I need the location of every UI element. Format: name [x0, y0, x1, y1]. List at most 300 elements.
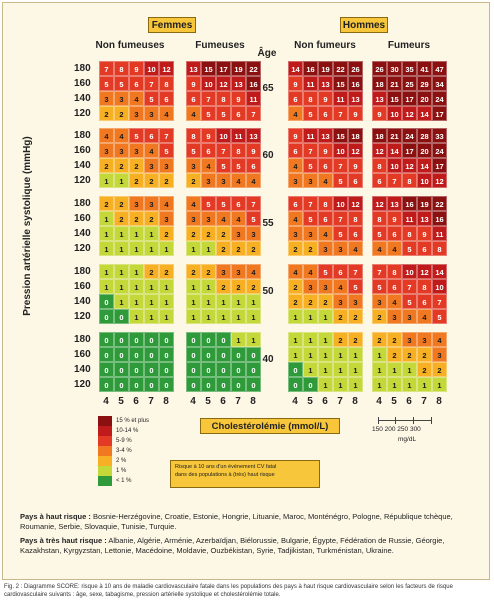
- risk-cell: 1: [333, 347, 348, 362]
- cholesterol-tick-label: 8: [163, 396, 169, 407]
- risk-cell: 7: [402, 279, 417, 294]
- risk-cell: 2: [303, 294, 318, 309]
- risk-cell: 8: [216, 91, 231, 106]
- risk-cell: 1: [129, 226, 144, 241]
- risk-cell: 10: [417, 173, 432, 188]
- risk-cell: 1: [99, 211, 114, 226]
- risk-cell: 0: [99, 362, 114, 377]
- sbp-tick-label: 120: [74, 243, 91, 254]
- risk-cell: 4: [348, 241, 363, 256]
- cholesterol-tick-label: 4: [103, 396, 109, 407]
- high-risk-label: Pays à haut risque :: [20, 512, 91, 521]
- risk-cell: 1: [402, 362, 417, 377]
- risk-cell: 1: [129, 279, 144, 294]
- risk-cell: 20: [417, 91, 432, 106]
- risk-cell: 6: [333, 264, 348, 279]
- risk-cell: 17: [216, 61, 231, 76]
- risk-cell: 1: [201, 279, 216, 294]
- cholesterol-tick-label: 6: [220, 396, 226, 407]
- sbp-tick-label: 120: [74, 311, 91, 322]
- high-risk-list: Bosnie-Herzégovine, Croatie, Estonie, Hongrie, Lituanie, Maroc, Monténégro, Pologne, République tchèque, Roumanie, Serbie, Slovaquie, Tunisie, Turquie.: [20, 512, 453, 531]
- risk-cell: 6: [417, 294, 432, 309]
- risk-cell: 1: [372, 362, 387, 377]
- risk-cell: 2: [144, 264, 159, 279]
- risk-cell: 7: [333, 211, 348, 226]
- risk-cell: 47: [432, 61, 447, 76]
- risk-cell: 2: [129, 173, 144, 188]
- risk-cell: 18: [348, 128, 363, 143]
- risk-cell: 1: [246, 294, 261, 309]
- risk-cell: 1: [387, 362, 402, 377]
- legend-label: 5-9 %: [116, 438, 132, 444]
- risk-cell: 6: [159, 91, 174, 106]
- risk-cell: 1: [246, 332, 261, 347]
- risk-cell: 0: [144, 332, 159, 347]
- risk-cell: 7: [303, 143, 318, 158]
- risk-cell: 3: [159, 158, 174, 173]
- risk-cell: 13: [417, 211, 432, 226]
- risk-cell: 2: [387, 332, 402, 347]
- risk-cell: 6: [246, 158, 261, 173]
- risk-cell: 8: [186, 128, 201, 143]
- risk-cell: 6: [288, 143, 303, 158]
- risk-cell: 1: [303, 332, 318, 347]
- risk-cell: 5: [333, 226, 348, 241]
- risk-cell: 3: [402, 332, 417, 347]
- risk-cell: 2: [372, 332, 387, 347]
- risk-cell: 15: [333, 128, 348, 143]
- risk-cell: 15: [201, 61, 216, 76]
- risk-cell: 16: [303, 61, 318, 76]
- risk-cell: 3: [417, 332, 432, 347]
- risk-cell: 8: [432, 241, 447, 256]
- risk-cell: 5: [372, 226, 387, 241]
- risk-cell: 6: [318, 106, 333, 121]
- risk-cell: 13: [246, 128, 261, 143]
- risk-cell: 24: [432, 143, 447, 158]
- cholesterol-tick-label: 4: [376, 396, 382, 407]
- risk-cell: 2: [99, 106, 114, 121]
- risk-cell: 16: [432, 211, 447, 226]
- risk-cell: 0: [114, 332, 129, 347]
- age-label: 60: [262, 150, 274, 161]
- risk-cell: 11: [402, 211, 417, 226]
- legend-swatch: [98, 436, 112, 446]
- risk-cell: 9: [246, 143, 261, 158]
- risk-cell: 1: [348, 377, 363, 392]
- legend-swatch: [98, 456, 112, 466]
- risk-cell: 1: [318, 377, 333, 392]
- cholesterol-tick-label: 7: [148, 396, 154, 407]
- risk-cell: 0: [129, 377, 144, 392]
- risk-cell: 7: [246, 196, 261, 211]
- risk-cell: 9: [129, 61, 144, 76]
- sbp-tick-label: 160: [74, 78, 91, 89]
- risk-cell: 4: [216, 211, 231, 226]
- sbp-tick-label: 160: [74, 281, 91, 292]
- risk-cell: 14: [387, 143, 402, 158]
- risk-cell: 5: [333, 173, 348, 188]
- risk-cell: 4: [231, 211, 246, 226]
- risk-cell: 6: [288, 91, 303, 106]
- risk-cell: 3: [402, 309, 417, 324]
- risk-cell: 15: [387, 91, 402, 106]
- age-label: 55: [262, 218, 274, 229]
- risk-cell: 1: [129, 309, 144, 324]
- risk-cell: 10: [432, 279, 447, 294]
- legend-label: 10-14 %: [116, 428, 139, 434]
- y-axis-title: Pression artérielle systolique (mmHg): [22, 136, 33, 316]
- risk-cell: 4: [288, 264, 303, 279]
- risk-cell: 2: [159, 264, 174, 279]
- mgdl-scale-tick: [378, 417, 379, 424]
- risk-cell: 4: [186, 106, 201, 121]
- risk-cell: 1: [144, 241, 159, 256]
- risk-cell: 4: [288, 158, 303, 173]
- cholesterol-tick-label: 5: [391, 396, 397, 407]
- risk-cell: 1: [159, 294, 174, 309]
- risk-cell: 7: [159, 128, 174, 143]
- risk-cell: 4: [417, 309, 432, 324]
- risk-cell: 5: [114, 76, 129, 91]
- risk-cell: 2: [432, 362, 447, 377]
- risk-cell: 0: [201, 362, 216, 377]
- sbp-tick-label: 120: [74, 379, 91, 390]
- risk-cell: 5: [402, 241, 417, 256]
- cholesterol-tick-label: 8: [352, 396, 358, 407]
- risk-cell: 10: [387, 158, 402, 173]
- risk-cell: 1: [372, 347, 387, 362]
- risk-cell: 8: [303, 91, 318, 106]
- cholesterol-tick-label: 4: [190, 396, 196, 407]
- mgdl-scale-tick: [413, 417, 414, 424]
- risk-cell: 1: [333, 377, 348, 392]
- risk-cell: 26: [348, 61, 363, 76]
- risk-cell: 3: [318, 279, 333, 294]
- risk-cell: 9: [417, 226, 432, 241]
- risk-cell: 3: [186, 211, 201, 226]
- risk-cell: 2: [288, 241, 303, 256]
- risk-cell: 0: [303, 377, 318, 392]
- sbp-tick-label: 180: [74, 266, 91, 277]
- risk-cell: 24: [402, 128, 417, 143]
- risk-cell: 1: [231, 294, 246, 309]
- risk-cell: 1: [216, 309, 231, 324]
- cholesterol-tick-label: 8: [436, 396, 442, 407]
- legend-swatch: [98, 476, 112, 486]
- risk-cell: 1: [114, 264, 129, 279]
- risk-cell: 14: [417, 106, 432, 121]
- mgdl-scale-tick: [395, 417, 396, 424]
- risk-cell: 8: [318, 196, 333, 211]
- risk-cell: 0: [246, 377, 261, 392]
- sbp-tick-label: 140: [74, 228, 91, 239]
- risk-cell: 13: [318, 128, 333, 143]
- risk-cell: 8: [387, 264, 402, 279]
- risk-cell: 6: [288, 196, 303, 211]
- risk-cell: 3: [186, 158, 201, 173]
- risk-cell: 17: [432, 106, 447, 121]
- cholesterol-tick-label: 5: [205, 396, 211, 407]
- risk-cell: 2: [159, 226, 174, 241]
- risk-cell: 12: [372, 196, 387, 211]
- risk-cell: 9: [318, 143, 333, 158]
- risk-cell: 0: [201, 347, 216, 362]
- sbp-tick-label: 160: [74, 213, 91, 224]
- risk-cell: 3: [303, 226, 318, 241]
- risk-cell: 0: [201, 377, 216, 392]
- risk-cell: 5: [129, 128, 144, 143]
- risk-cell: 12: [432, 173, 447, 188]
- risk-cell: 5: [303, 158, 318, 173]
- risk-cell: 1: [318, 362, 333, 377]
- risk-cell: 5: [159, 143, 174, 158]
- risk-cell: 20: [417, 143, 432, 158]
- legend-label: < 1 %: [116, 478, 132, 484]
- risk-cell: 1: [129, 294, 144, 309]
- risk-cell: 2: [129, 158, 144, 173]
- risk-cell: 0: [246, 347, 261, 362]
- risk-cell: 2: [201, 264, 216, 279]
- risk-cell: 4: [387, 294, 402, 309]
- risk-cell: 2: [246, 279, 261, 294]
- risk-cell: 0: [144, 362, 159, 377]
- risk-cell: 22: [246, 61, 261, 76]
- risk-cell: 13: [348, 91, 363, 106]
- women-header: Femmes: [148, 17, 196, 33]
- age-label: 40: [262, 354, 274, 365]
- legend-swatch: [98, 466, 112, 476]
- risk-cell: 0: [186, 347, 201, 362]
- risk-cell: 7: [144, 76, 159, 91]
- risk-cell: 5: [144, 91, 159, 106]
- risk-cell: 7: [432, 294, 447, 309]
- risk-cell: 2: [216, 226, 231, 241]
- legend-label: 3-4 %: [116, 448, 132, 454]
- risk-cell: 1: [99, 173, 114, 188]
- risk-cell: 10: [333, 196, 348, 211]
- risk-cell: 2: [144, 211, 159, 226]
- risk-cell: 3: [144, 106, 159, 121]
- risk-cell: 3: [114, 91, 129, 106]
- risk-cell: 16: [246, 76, 261, 91]
- cholesterol-tick-label: 6: [406, 396, 412, 407]
- risk-cell: 4: [144, 143, 159, 158]
- risk-cell: 1: [231, 332, 246, 347]
- risk-cell: 3: [129, 143, 144, 158]
- risk-cell: 3: [333, 294, 348, 309]
- risk-cell: 1: [318, 347, 333, 362]
- age-header: Âge: [257, 48, 277, 59]
- risk-cell: 1: [201, 309, 216, 324]
- risk-cell: 2: [417, 362, 432, 377]
- sbp-tick-label: 180: [74, 130, 91, 141]
- risk-cell: 34: [432, 76, 447, 91]
- risk-cell: 2: [318, 294, 333, 309]
- mgdl-scale-tick: [431, 417, 432, 424]
- risk-cell: 7: [201, 91, 216, 106]
- risk-cell: 3: [288, 173, 303, 188]
- risk-cell: 1: [288, 309, 303, 324]
- risk-cell: 8: [114, 61, 129, 76]
- risk-cell: 2: [216, 241, 231, 256]
- risk-cell: 0: [99, 347, 114, 362]
- cholesterol-tick-label: 6: [322, 396, 328, 407]
- risk-cell: 2: [288, 279, 303, 294]
- risk-cell: 6: [231, 196, 246, 211]
- risk-cell: 12: [348, 196, 363, 211]
- risk-cell: 13: [318, 76, 333, 91]
- risk-cell: 7: [216, 143, 231, 158]
- figure-caption: Fig. 2 : Diagramme SCORE: risque à 10 ans de maladie cardiovasculaire fatale dans les populations des pays à haut risque cardiovasculaire selon les facteurs de risque cardiovasculaire suivants : âge, sexe, tabagisme, pression artérielle systolique et cholestérolémie totale.: [4, 584, 453, 598]
- risk-cell: 21: [387, 76, 402, 91]
- risk-cell: 3: [99, 91, 114, 106]
- risk-cell: 5: [348, 279, 363, 294]
- risk-cell: 9: [372, 106, 387, 121]
- risk-cell: 1: [288, 332, 303, 347]
- risk-cell: 3: [348, 294, 363, 309]
- risk-cell: 24: [432, 91, 447, 106]
- risk-cell: 1: [159, 279, 174, 294]
- risk-cell: 0: [114, 362, 129, 377]
- risk-cell: 4: [288, 106, 303, 121]
- risk-cell: 1: [372, 377, 387, 392]
- sbp-tick-label: 160: [74, 349, 91, 360]
- risk-cell: 4: [318, 173, 333, 188]
- risk-cell: 3: [216, 173, 231, 188]
- risk-cell: 1: [99, 226, 114, 241]
- risk-cell: 22: [432, 196, 447, 211]
- risk-cell: 9: [387, 211, 402, 226]
- risk-cell: 2: [288, 294, 303, 309]
- risk-cell: 12: [216, 76, 231, 91]
- risk-cell: 9: [231, 91, 246, 106]
- risk-cell: 2: [186, 173, 201, 188]
- risk-cell: 11: [303, 76, 318, 91]
- risk-cell: 9: [348, 158, 363, 173]
- risk-cell: 3: [318, 241, 333, 256]
- risk-cell: 10: [201, 76, 216, 91]
- risk-cell: 1: [99, 241, 114, 256]
- risk-cell: 1: [231, 309, 246, 324]
- risk-cell: 4: [387, 241, 402, 256]
- risk-cell: 1: [114, 226, 129, 241]
- risk-cell: 5: [402, 294, 417, 309]
- risk-cell: 3: [288, 226, 303, 241]
- risk-cell: 1: [144, 294, 159, 309]
- risk-cell: 0: [186, 377, 201, 392]
- risk-cell: 4: [318, 226, 333, 241]
- risk-cell: 19: [417, 196, 432, 211]
- risk-cell: 7: [333, 158, 348, 173]
- risk-cell: 0: [159, 347, 174, 362]
- risk-cell: 14: [288, 61, 303, 76]
- risk-cell: 6: [129, 76, 144, 91]
- mgdl-scale-unit: mg/dL: [398, 436, 417, 443]
- legend-swatch: [98, 426, 112, 436]
- risk-cell: 2: [129, 211, 144, 226]
- risk-cell: 0: [129, 347, 144, 362]
- risk-cell: 5: [432, 309, 447, 324]
- risk-cell: 0: [159, 362, 174, 377]
- risk-cell: 0: [216, 347, 231, 362]
- risk-cell: 1: [114, 173, 129, 188]
- risk-cell: 4: [159, 106, 174, 121]
- cholesterol-tick-label: 4: [292, 396, 298, 407]
- risk-cell: 8: [348, 211, 363, 226]
- risk-cell: 17: [402, 143, 417, 158]
- risk-cell: 5: [246, 211, 261, 226]
- risk-cell: 2: [159, 173, 174, 188]
- risk-cell: 2: [114, 158, 129, 173]
- risk-cell: 1: [318, 332, 333, 347]
- risk-cell: 5: [318, 264, 333, 279]
- risk-cell: 11: [231, 128, 246, 143]
- risk-cell: 4: [246, 173, 261, 188]
- risk-cell: 9: [201, 128, 216, 143]
- sbp-tick-label: 140: [74, 160, 91, 171]
- risk-cell: 10: [216, 128, 231, 143]
- risk-cell: 1: [114, 241, 129, 256]
- risk-cell: 5: [216, 196, 231, 211]
- risk-cell: 7: [99, 61, 114, 76]
- risk-cell: 1: [246, 309, 261, 324]
- risk-cell: 0: [114, 309, 129, 324]
- risk-cell: 19: [318, 61, 333, 76]
- risk-cell: 3: [387, 309, 402, 324]
- risk-cell: 1: [303, 309, 318, 324]
- sbp-tick-label: 180: [74, 334, 91, 345]
- risk-cell: 3: [114, 143, 129, 158]
- risk-cell: 5: [216, 106, 231, 121]
- risk-cell: 0: [129, 362, 144, 377]
- risk-cell: 2: [231, 279, 246, 294]
- risk-cell: 16: [348, 76, 363, 91]
- cholesterol-tick-label: 7: [235, 396, 241, 407]
- age-label: 50: [262, 286, 274, 297]
- risk-cell: 2: [372, 309, 387, 324]
- risk-cell: 1: [186, 241, 201, 256]
- risk-cell: 5: [372, 279, 387, 294]
- risk-cell: 5: [201, 196, 216, 211]
- risk-cell: 1: [129, 264, 144, 279]
- risk-cell: 5: [216, 158, 231, 173]
- risk-cell: 10: [387, 106, 402, 121]
- risk-cell: 0: [288, 377, 303, 392]
- risk-cell: 2: [402, 347, 417, 362]
- risk-cell: 1: [144, 226, 159, 241]
- risk-cell: 2: [201, 226, 216, 241]
- risk-cell: 28: [417, 128, 432, 143]
- risk-cell: 0: [99, 377, 114, 392]
- risk-cell: 7: [333, 106, 348, 121]
- very-high-risk-countries: [20, 536, 480, 556]
- risk-cell: 30: [387, 61, 402, 76]
- cholesterol-tick-label: 5: [118, 396, 124, 407]
- risk-cell: 17: [432, 158, 447, 173]
- risk-cell: 1: [216, 294, 231, 309]
- risk-cell: 0: [201, 332, 216, 347]
- risk-cell: 1: [144, 279, 159, 294]
- risk-cell: 19: [231, 61, 246, 76]
- risk-cell: 12: [417, 264, 432, 279]
- risk-cell: 3: [159, 211, 174, 226]
- risk-cell: 2: [348, 309, 363, 324]
- risk-cell: 0: [216, 362, 231, 377]
- risk-cell: 6: [186, 91, 201, 106]
- risk-cell: 0: [288, 362, 303, 377]
- legend-label: 15 % et plus: [116, 418, 150, 424]
